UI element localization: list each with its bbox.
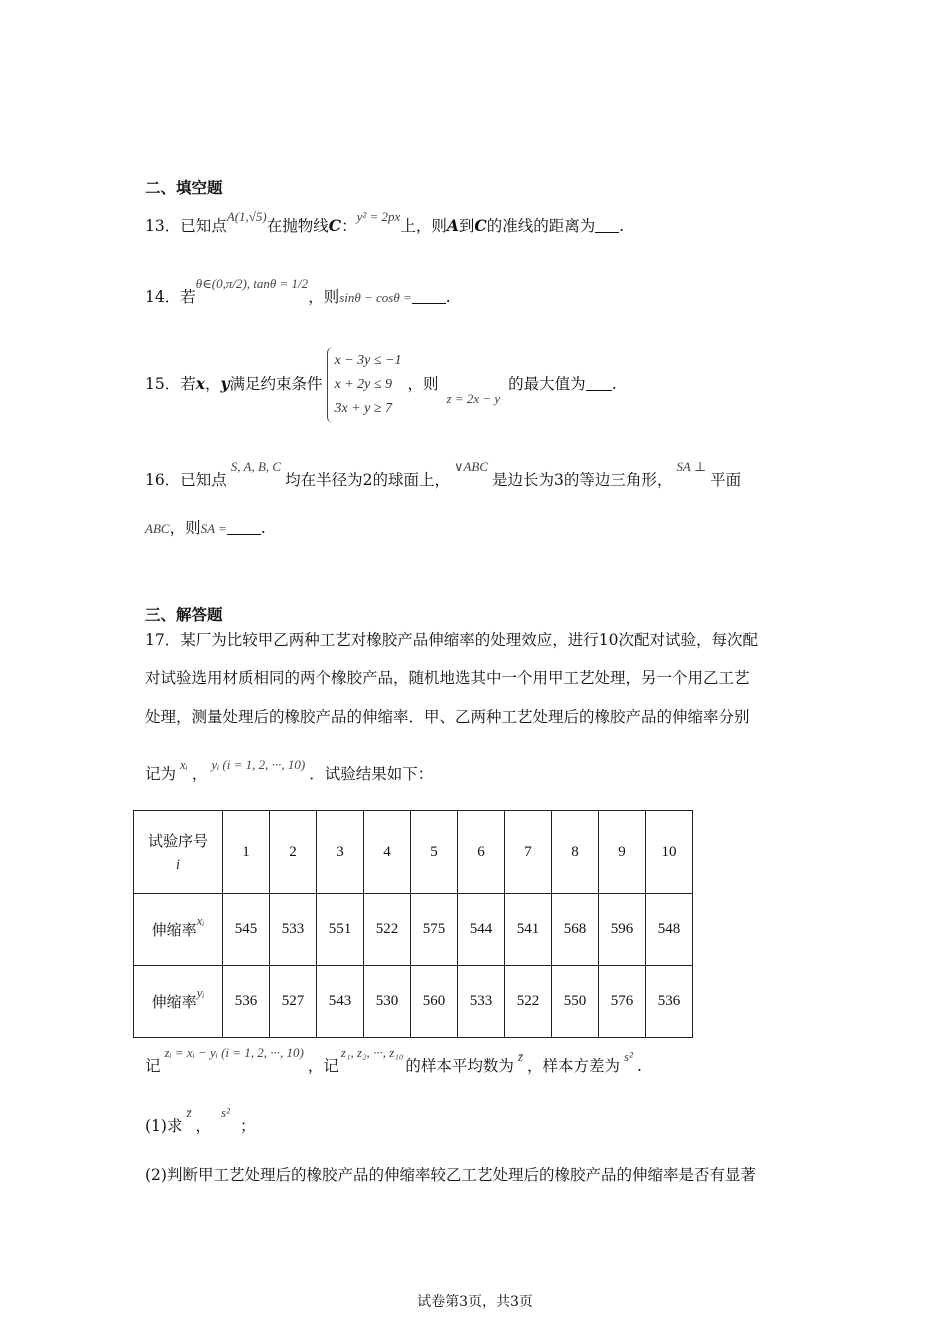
table-header-cell xyxy=(134,966,223,1038)
q17-line-4 xyxy=(145,757,434,787)
answer-blank[interactable] xyxy=(595,216,619,233)
q16-sa-math: SA = xyxy=(200,521,227,536)
data-table xyxy=(133,810,693,1038)
table-cell: 522 xyxy=(364,894,411,966)
q17-text: ， xyxy=(191,765,208,783)
q14-text: . xyxy=(445,288,451,306)
table-cell: 8 xyxy=(552,811,599,894)
table-cell: 545 xyxy=(223,894,270,966)
constraint-system xyxy=(327,347,407,423)
question-16 xyxy=(145,459,742,493)
q17-s2-math: s² xyxy=(624,1049,633,1064)
table-cell: 2 xyxy=(270,811,317,894)
q17-text: 记 xyxy=(145,1057,161,1075)
question-16-cont xyxy=(145,516,266,541)
q16-plane-math: ABC xyxy=(145,521,170,536)
q13-var: C xyxy=(328,216,342,235)
q13-parabola-math: y² = 2px xyxy=(356,209,401,224)
q17-text: ； xyxy=(240,1117,256,1135)
q16-points-math: S, A, B, C xyxy=(230,459,282,474)
question-13 xyxy=(145,209,625,239)
q13-var: A xyxy=(446,216,459,235)
q16-text: 均在半径为2的球面上， xyxy=(285,471,450,489)
q13-text: 上，则 xyxy=(400,217,447,235)
q16-text: . xyxy=(260,519,266,537)
table-cell: 536 xyxy=(223,966,270,1038)
page-footer: 试卷第3页，共3页 xyxy=(417,1294,533,1310)
q15-text: 满足约束条件 xyxy=(229,375,323,393)
row-var: yᵢ xyxy=(196,985,205,1000)
answer-blank[interactable] xyxy=(586,374,612,391)
table-cell: 551 xyxy=(317,894,364,966)
q17-part-2: (2)判断甲工艺处理后的橡胶产品的伸缩率较乙工艺处理后的橡胶产品的伸缩率是否有显著 xyxy=(145,1166,756,1184)
row-var: xᵢ xyxy=(196,913,205,928)
q17-text: (1)求 xyxy=(145,1117,183,1135)
table-row xyxy=(134,811,693,894)
q15-text: ，则 xyxy=(407,375,439,393)
table-cell: 4 xyxy=(364,811,411,894)
q17-text: 的样本平均数为 xyxy=(405,1057,514,1075)
q17-z-list-math: z₁, z₂, ···, z₁₀ xyxy=(340,1045,404,1060)
header-var: i xyxy=(175,857,181,873)
table-row xyxy=(134,894,693,966)
q17-line-3: 处理，测量处理后的橡胶产品的伸缩率．甲、乙两种工艺处理后的橡胶产品的伸缩率分别 xyxy=(145,708,750,726)
table-cell: 541 xyxy=(505,894,552,966)
q13-text: 在抛物线 xyxy=(266,217,329,235)
table-header-cell xyxy=(134,894,223,966)
q14-text: ，则 xyxy=(308,288,340,306)
q13-var: C xyxy=(474,216,487,235)
table-cell: 533 xyxy=(270,894,317,966)
table-cell: 536 xyxy=(646,966,693,1038)
q15-text: . xyxy=(611,375,617,393)
q15-var: y xyxy=(220,374,230,393)
constraint-1: x − 3y ≤ −1 xyxy=(334,353,402,368)
table-header-cell xyxy=(134,811,223,894)
table-cell: 550 xyxy=(552,966,599,1038)
q17-zbar-math: z̄ xyxy=(186,1105,192,1120)
q17-part-1 xyxy=(145,1105,256,1139)
q16-text: ，则 xyxy=(169,519,201,537)
header-label: 试验序号 xyxy=(147,832,208,850)
q13-text: 的准线的距离为 xyxy=(486,217,596,235)
q17-text: ，记 xyxy=(307,1057,339,1075)
table-cell: 527 xyxy=(270,966,317,1038)
q16-text: 已知点 xyxy=(180,471,227,489)
section-heading-fill-in: 二、填空题 xyxy=(145,178,223,197)
question-number: 13． xyxy=(145,217,181,235)
q17-line-2: 对试验选用材质相同的两个橡胶产品，随机地选其中一个用甲工艺处理，另一个用乙工艺 xyxy=(145,669,750,687)
q16-text: 平面 xyxy=(710,471,742,489)
q15-var: x xyxy=(195,374,205,393)
answer-blank[interactable] xyxy=(412,287,446,304)
q17-text: ， xyxy=(195,1117,212,1135)
q13-text: . xyxy=(619,217,625,235)
table-cell: 3 xyxy=(317,811,364,894)
q17-text: . xyxy=(636,1057,642,1075)
q16-triangle-math: ∨ABC xyxy=(453,459,489,474)
table-cell: 9 xyxy=(599,811,646,894)
table-cell: 533 xyxy=(458,966,505,1038)
row-label: 伸缩率 xyxy=(151,921,197,939)
table-cell: 10 xyxy=(646,811,693,894)
table-cell: 568 xyxy=(552,894,599,966)
q17-text: 记为 xyxy=(145,765,177,783)
constraint-2: x + 2y ≤ 9 xyxy=(334,377,393,392)
q13-point-math: A(1,√5) xyxy=(226,209,267,224)
question-number: 16． xyxy=(145,471,181,489)
table-cell: 543 xyxy=(317,966,364,1038)
section-heading-answer: 三、解答题 xyxy=(145,605,223,624)
q14-expression-math: sinθ − cosθ = xyxy=(339,290,412,305)
table-cell: 548 xyxy=(646,894,693,966)
table-cell: 544 xyxy=(458,894,505,966)
table-cell: 5 xyxy=(411,811,458,894)
table-cell: 522 xyxy=(505,966,552,1038)
table-cell: 576 xyxy=(599,966,646,1038)
table-cell: 560 xyxy=(411,966,458,1038)
constraint-3: 3x + y ≥ 7 xyxy=(334,401,393,416)
table-cell: 596 xyxy=(599,894,646,966)
q17-text: ，样本方差为 xyxy=(526,1057,620,1075)
table-row xyxy=(134,966,693,1038)
q17-z-def-math: zᵢ = xᵢ − yᵢ (i = 1, 2, ···, 10) xyxy=(164,1045,304,1060)
q13-text: ： xyxy=(341,217,357,235)
q15-text: ， xyxy=(205,375,221,393)
q13-text: 已知点 xyxy=(180,217,227,235)
q17-line-1: 17．某厂为比较甲乙两种工艺对橡胶产品伸缩率的处理效应，进行10次配对试验，每次配 xyxy=(145,631,758,649)
table-cell: 6 xyxy=(458,811,505,894)
q15-text: 的最大值为 xyxy=(508,375,586,393)
q17-x-math: xᵢ xyxy=(180,757,188,772)
q17-s2-math: s² xyxy=(221,1105,231,1120)
q14-text: 若 xyxy=(180,288,196,306)
question-15 xyxy=(145,344,617,424)
q17-zbar-math: z̄ xyxy=(517,1049,523,1064)
question-number: 15． xyxy=(145,375,181,393)
q14-condition-math: θ∈(0,π/2), tanθ = 1/2 xyxy=(195,276,309,291)
q16-perp-math: SA ⊥ xyxy=(676,459,707,474)
question-number: 14． xyxy=(145,288,181,306)
answer-blank[interactable] xyxy=(227,518,261,535)
row-label: 伸缩率 xyxy=(151,993,197,1011)
q17-y-math: yᵢ (i = 1, 2, ···, 10) xyxy=(211,757,306,772)
q16-text: 是边长为3的等边三角形， xyxy=(492,471,673,489)
q15-objective-math: z = 2x − y xyxy=(446,391,501,406)
q15-text: 若 xyxy=(180,375,196,393)
table-cell: 530 xyxy=(364,966,411,1038)
q17-text: ．试验结果如下： xyxy=(309,765,434,783)
table-cell: 575 xyxy=(411,894,458,966)
table-cell: 1 xyxy=(223,811,270,894)
table-cell: 7 xyxy=(505,811,552,894)
q13-text: 到 xyxy=(458,217,475,235)
